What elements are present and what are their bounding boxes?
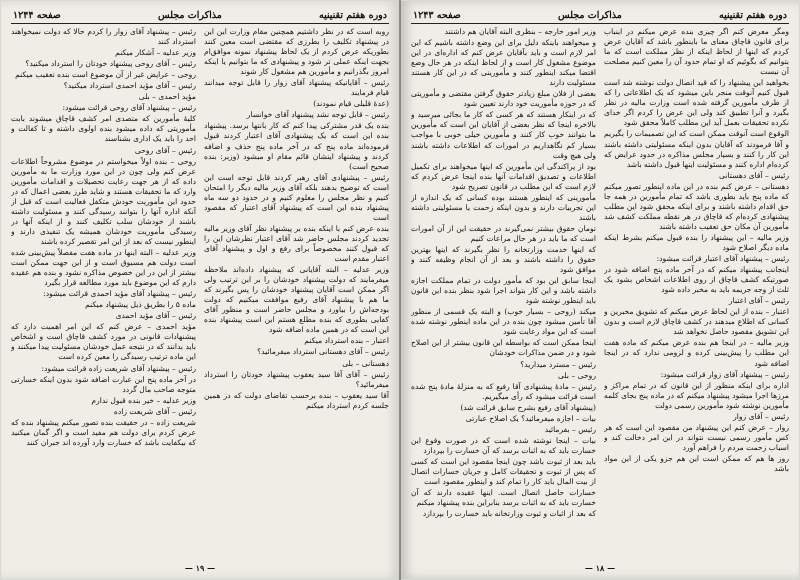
paragraph: شریعت زاده – در حقیقت بنده تصور میکنم پیشنهاد بنده که عرض کردم برای دولت هم مفید است و اگر گمان میکنید که بیکفایت باشد که خسارت وارد آورده اند جبران کنند (11, 417, 196, 447)
paragraph: ومگر معرض کنم اگر چیزی بنده عرض میکنم در اینباب برای قانون قاچاق معنای ما باینطور باشد که آقایان عرض کردم که اینها از لحاظ اینکه از نظر مملکت است که ما بتوانیم که بگوئیم که او تمام حدود آن را معین کنیم مصلحت آن نیست (604, 27, 789, 77)
paragraph: رئیس – آقای دهستانی استرداد میفرمائید؟ (257, 347, 389, 357)
paragraph: رئیس – پیشنهاد آقای اعتبار قرائت میشود: (656, 254, 789, 264)
paragraph: رئیس – آقای مؤید احمدی استرداد میکنید؟ (63, 81, 196, 91)
paragraph: رئیس – آقای روحی پیشنهاد خودتان را استرداد میکنید؟ (25, 59, 196, 69)
left-column-right (204, 27, 389, 562)
right-column-left (411, 27, 596, 562)
paragraph: رئیس – آقای دهستانی (719, 170, 789, 180)
paragraph: وزیر عدلیه – آشکار میکنم (115, 48, 196, 58)
right-page-label: صفحه ۱۲۴۳ (413, 9, 461, 21)
paragraph: بیات – اجازه میفرمائید؟ یک اصلاح عبارتی (465, 413, 596, 423)
paragraph: رئیس – آقای روحی (134, 145, 196, 155)
paragraph: رئیس – آقایانیکه پیشنهاد آقای زوار را قابل توجه میدانند قیام فرمایند (204, 78, 389, 98)
paragraph: میکند (روحی – بسیار خوب) و البته یک قسمی از منظور آقا تأمین میشود چون بنده در این ماده اینطور نوشته شده است که این مواد رعایت شود (411, 307, 596, 337)
left-page-number: — ۱۹ — (184, 563, 216, 573)
paragraph: رئیس – آقای اعتبار (729, 296, 789, 306)
paragraph: بنده یک قدر مشترکی پیدا کنم که کار بانتها برسد. پیشنهاد بنده این است که یک پیشنهادی آقای اعتبار کردند قبول فرموده‌اند ماده پنج که در آخر ماده پنج حذف و اضافه کردند و پیشنهاد اینشان قائم مقام او میشود (وزیر: بنده صحیح است) (204, 121, 389, 171)
paragraph: مؤید احمدی – بلی (138, 92, 196, 102)
paragraph: وزیر عدلیه – البته اینها در ماده هفت مفصلاً پیش‌بینی شده است دولت هم مسبوق است و از این جهت ممکن است بیشتر از این در این خصوص مذاکره نشود و بنده هم عقیده دارم که این موضوع باید مورد مطالعه قرار بگیرد (11, 247, 196, 288)
paragraph: مأمورینی که اینطور هستند بوده کسانی که یک اندازه از این تجربیات دارند و بدون اینکه زحمت یا مسئولیتی داشته باشند (411, 192, 596, 222)
paragraph: دهستانی – عرض کنم بنده در این ماده اینطور تصور میکنم که ماده پنج باید بطوری باشد که تمام مأمورین در همه جا حق اقدام داشته باشند و برای اینکه محقق شود این مطلب پیشنهادی کرده‌ام که قاچاق در هر نقطه مملکت کشف شد مأمورین آن مکان حق تعقیب داشته باشند (604, 181, 789, 231)
paragraph: وزیر عدلیه – البته آقایانی که پیشنهاد داده‌اند ملاحظه میفرمایند که دولت پیشنهاد خودشان را بر این ترتیب ولی اگر ممکن است آقایان پیشنهاد خودشان را پس بگیرند که ما هم با پیشنهاد آقای رفیع موافقت میکنیم که دولت بودجه‌اش را بیاورد و مجلس حاضر است و منظور آقای کفایی بطوری که بنده مطلع هستم این است پیشنهاد بنده این است که در همین ماده اضافه شود (204, 265, 389, 335)
paragraph: وزیر مالیه – در اینجا هم بنده عرض میکنم که ماده هفت این مطلب را پیش‌بینی کرده و لزومی ندارد که در اینجا اضافه شود (604, 338, 789, 368)
right-page-header (411, 7, 789, 24)
paragraph: رئیس – مادۀ پیشنهادی آقا رفیع که به منزلۀ مادۀ پنج شده است قرائت میشود که رأی میگیریم. (411, 381, 596, 401)
paragraph: رئیس – پیشنهاد آقای روحی قرائت میشود: (62, 103, 196, 113)
right-columns (411, 27, 789, 562)
left-section-title: مذاکرات مجلس (157, 9, 222, 21)
paragraph: زوار – عرض کنم این پیشنهاد من مقصود این است که هر کس مأمور رسمی نیست نتواند در این امر دخالت کند و اسباب زحمت مردم را فراهم آورد (604, 422, 789, 452)
paragraph: تومان حقوق بیشتر نمی‌گیرند در حقیقت این از آن امورات است که ما باید در هر حال مراعات کنیم (411, 223, 596, 243)
paragraph: رئیس – پیشنهاد آقای شریعت زاده قرائت میشود: (41, 363, 196, 373)
paragraph: بنده عرض کنم با اینکه بنده بر پیشنهاد نظر آقای وزیر مالیه تجدید کردند مجلس حاضر شد آقای اعتبار نظرشان این را که قبول کنند مخصوصاً برای رفع و اول و پیشنهاد آقای اعتبار مقدم است (204, 223, 389, 264)
paragraph: رئیس – آقای شریعت زاده (113, 406, 196, 416)
paragraph: که اینها خدمت وزارتخانه را نظر بگیرند که اینها بهترین حقوق را داشته باشند و بعد از آن انجام وظیفه کنند و موافق شود (411, 244, 596, 275)
paragraph: روز ها هم که ممکن است این هم جزو یکی از این مواد باشد (604, 453, 789, 473)
paragraph: رئیس – آقای آقا سید یعقوب پیشنهاد خودتان را استرداد میفرمائید؟ (204, 369, 389, 389)
paragraph: (عدۀ قلیلی قیام نمودند) (313, 99, 389, 109)
paragraph: اینجا ممکن است که بواسطه این قانون بیشتر از این اصلاح شود و در ضمن مذاکرات خودشان (411, 338, 596, 358)
paragraph: وزیر مالیه – این پیشنهاد را بنده قبول میکنم بشرط اینکه ماده دیگر اصلاح شود (604, 232, 789, 252)
paragraph: دهستانی – بلی (342, 358, 389, 368)
paragraph: ماده ۵ را بطریق ذیل پیشنهاد میکنم (85, 300, 196, 310)
left-session-title: دوره هفتم تقنینیه (318, 9, 387, 21)
paragraph: رئیس – پیشنهاد آقای زوار قرائت میشود: (660, 369, 789, 379)
paragraph: رئیس – مسترد میدارید؟ (520, 359, 596, 369)
paragraph: روحی – عرایض غیر از آن موضوع است بنده تعقیب میکنم (15, 70, 196, 80)
paragraph: وزیر عدلیه – خیر بنده قبول ندارم (91, 395, 196, 405)
paragraph: آقا سید یعقوب – بنده برحسب تقاضای دولت که در همین جلسه کردم استرداد میکنم (204, 390, 389, 410)
paragraph: اعتبار – بنده استرداد میکنم (304, 336, 389, 346)
paragraph: (پیشنهاد آقای رفیع بشرح سابق قرائت شد) (460, 402, 596, 412)
right-page-number: — ۱۸ — (584, 563, 616, 573)
paragraph: بیات – اینجا نوشته شده است که در صورت وقوع این خسارت باید که به اثبات برسد که آن خسارت را بپردازد (411, 435, 596, 455)
paragraph: الوقوع است آنوقت ممکن است که این تصمیمات را بگیریم و آقا فرمودند که آقایان بدون اینکه مسئولیتی داشته باشند این کار را کنند و بسیار مجلس مذاکره در حدود عرایض که کرده‌ام اداره کنند و مسئولیت اینها قبول داشته باشد (604, 129, 789, 169)
paragraph: که در اینکار هستند که هر کسی که کار ما بجائی میرسید و بالاخره اینجا که نظر بعضی از آقایان این است که مأمورین ما بتوانند خوب کار کنند و مأمورین خیلی خوبی با مواجب بسیار کم نگاهداریم در امورات که اطلاعات داشته باشند ولی هیچ وقت (411, 110, 596, 160)
paragraph: بود از پراکندگی این مأمورین که اینها میخواهند برای تکمیل اطلاعات و تصدیق اقدامات آنها بنده اینجا عرض کردم که لازم است که این مطلب در قانون تصریح شود (411, 161, 596, 191)
right-session-title: دوره هفتم تقنینیه (718, 9, 787, 21)
paragraph: خسارات حاصل اتصال است. اینها عقیده دارند که آن خسارت باید که به اثبات برسد بنابراین بنده پیشنهاد میکنم (411, 488, 596, 508)
paragraph: وزیر امور خارجه – بنظری البته آقایان هم داشتند (444, 27, 596, 36)
paragraph: و میخواهند باینکه دلیل برای این وضع داشته باشیم که این امر لازم است و باید بآقایان عرض کنم که اداره‌ای در این موضوع مشغول کار است و از لحاظ اینکه در هر حال وضع اقتضا میکند اینطور کنند و مأمورینی که در این کار هستند مسئولیت دارند (411, 38, 596, 88)
right-section-title: مذاکرات مجلس (557, 9, 622, 21)
left-column-left (11, 27, 196, 562)
left-page-label: صفحه ۱۲۴۴ (13, 9, 61, 21)
left-columns (11, 27, 389, 562)
paragraph: مؤید احمدی – عرض کنم که این امر اهمیت دارد که پیشنهادات قانونی در مورد کشف قاچاق است و اشخاص باید بدانند که در نتیجه عمل خودشان مسئولیت پیدا میکنند و این ماده ترتیب رسیدگی را معین کرده است (11, 322, 196, 362)
paragraph: اداره برای اینکه منظور از این قانون که در تمام مراکز و مرزها اجرا میشود پیشنهاد میکنم که در ماده پنج بجای کلمه مأمورین نوشته شود مأمورین رسمی دولت (604, 380, 789, 410)
paragraph: رئیس – قابل توجه نشد پیشنهاد آقای خوانسار (246, 110, 389, 120)
paragraph: رئیس – آقای مؤید احمدی (115, 311, 196, 321)
paragraph: روبه است که در نظر داشتیم همچنین مقام وزارت این این در پیشنهاد تکلیف را بطرزی که مقتضی است معین کنند بطوریکه عرض کردم از یک لحاظ پیشنهاد نمونه موافق‌ام بجهت اینکه عملی تر شود و پیشنهادی که ما بتوانیم یا اینکه امروز بگذرانیم و مأمورین هم مشغول کار شوند (204, 27, 389, 77)
left-page (1, 1, 399, 579)
paragraph: روحی – بنده اولاً میخواستم در موضوع مشروحاً اطلاعات عرض کنم ولی چون در این مورد وزارت ما به مأمورین داده که از هر جهت رعایت تحصیلات و اقدامات مأمورین وارد که ما تحقیقات هستند و شاید طرز بعضی اعمال که در حدود این مأموریت خودش متکفل فعالیت است که قبل از آنکه اداره آنها را بتوانند رسیدگی کنند و مسئولیت داشته باشند از خودشان سلب تکلیف کنند و از اینکه آنها در رسیدگی مأموریت خودشان همیشه یک تنفیذی دارند و اینطور نیست که بعد از این امر تقصیر کرده باشند (11, 156, 196, 246)
paragraph: روحی – بلی (558, 370, 596, 380)
paragraph: که بعد از اثبات و ثبوت وزارتخانه باید خسارت را بپردازد (422, 509, 596, 519)
paragraph: رئیس – پیشنهاد آقای مؤید احمدی قرائت میشود: (43, 289, 196, 299)
paragraph: کلیۀ مأمورین که متصدی امر کشف قاچاق میشوند بابت مأموریتی که داده میشود بنده اولوی داشته و تا کفالت و احد را باید یک اداری بشناسند (11, 114, 196, 144)
right-column-right (604, 27, 789, 562)
paragraph: رئیس – آقای زوار (733, 411, 789, 421)
paragraph: اینجانب پیشنهاد میکنم که در آخر ماده پنج اضافه شود در صورتیکه کشف قاچاق از روی اطلاعات اشخاص بشود یک ثلث از وجه جریمه باید به مخبر داده شود (604, 265, 789, 295)
paragraph: رئیس – پیشنهادی آقای رهبر کردند قابل توجه است این است که توضیح بدهند بلکه آقای وزیر مالیه دیگر را امتحان کنیم و نظر مجلس را معلوم کنیم و در حدود دو سه ماه پیشنهاد بنده این است که پیشنهاد آقای اعتبار که مقصود است (204, 172, 389, 222)
paragraph: بعضی از فلان مبلغ زیادتر حقوق گرفتن مقتضی و مأموریتی که در حوزه مأموریت خود دارند تعیین شود (411, 89, 596, 109)
paragraph: اینجا سابق این بود که مأمور دولت در تمام مملکت اجازه داشته باشد و این کار بتواند اجرا شود بنظر بنده این قانون باید اینطور نوشته شود (411, 276, 596, 306)
paragraph: رئیس – بفرمائید (544, 424, 596, 434)
right-page (401, 1, 799, 579)
paragraph: بخواهید این پیشنهاد را که قید اتصال دولت نوشته شد است قبول کنیم آنوقت منجر باین میشود که یک اطلاعاتی را که از طرف مأمورین گرفته شده است وزارت مالیه در نظر بگیرد و آنرا تطبیق کند ولی این عرض را کردم اگر خدای نکرده تحقیقات بعمل آید این مطلب کاملاً محقق شود (604, 78, 789, 128)
paragraph: اعتبار – بنده از این لحاظ عرض میکنم که تشویق مخبرین و کسانی که اطلاع میدهند در کشف قاچاق لازم است و بدون این تشویق مقصود حاصل نخواهد شد (604, 307, 789, 337)
left-page-header (11, 7, 389, 24)
paragraph: در آخر ماده پنج این عبارت اضافه شود بدون اینکه خسارتی متوجه صاحب مال گردد (11, 374, 196, 394)
paragraph: باید بعد از ثبوت باشد چون اینجا مقصود این است که کسی که پس از ثبوت و تحقیقات کامل و جریان خسارات اتصال از بیت المال باید کار را تمام کند و اینطور مقصود است (411, 456, 596, 487)
paragraph: رئیس – پیشنهاد آقای زوار را کردم حالا که دولت نمیخواهند استرداد کنند (11, 27, 196, 47)
